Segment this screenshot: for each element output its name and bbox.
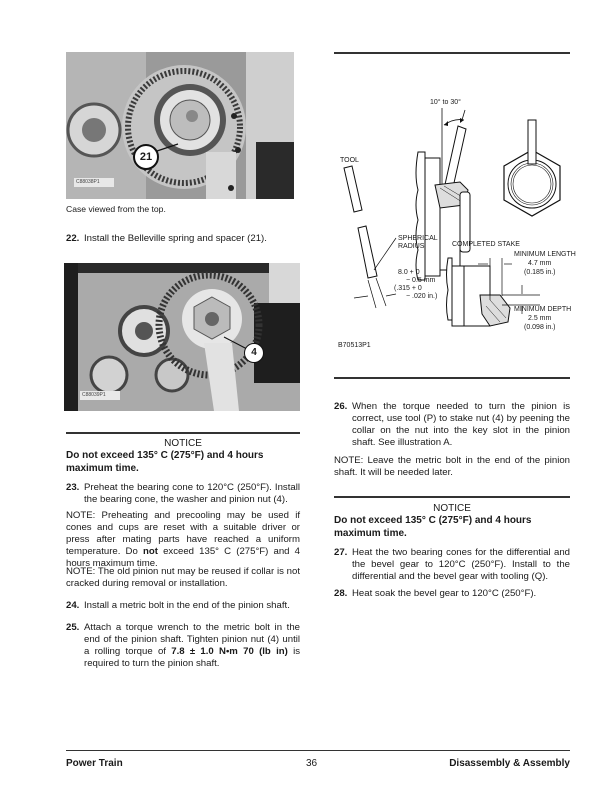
footer-rule [66,750,570,751]
step-25-torque: 7.8 ± 1.0 N•m 70 (lb in) [171,646,288,657]
footer-page-number: 36 [306,758,318,769]
note-3-text: Leave the metric bolt in the end of the pinion shaft. It will be needed later. [334,455,570,478]
step-26-number: 26. [334,401,348,412]
step-22-text: Install the Belleville spring and spacer (21). [84,233,267,244]
note-1-text-a: Preheating and precooling may be used if cones and cups are reset with a suitable driver or press after mating parts have reached a uniform temperature. Do [66,510,300,557]
step-23 [66,482,300,506]
dim-in-1: (.315 + 0 [394,285,422,292]
diagram-bottom-rule [334,377,570,379]
photo-code-2: C88039P1 [82,392,106,398]
note-1-label: NOTE: [66,510,96,521]
notice-1-title: NOTICE [164,438,202,449]
figure-1-caption: Case viewed from the top. [66,204,166,214]
note-1-text-b: exceed 135° C (275°F) and 4 hours maximum time. [66,546,300,569]
step-27-number: 27. [334,547,348,558]
dim-mm-1: 8.0 + 0 [398,269,420,276]
min-depth-mm: 2.5 mm [528,315,552,322]
notice-1-text: Do not exceed 135° C (275°F) and 4 hours maximum time. [66,450,264,474]
callout-4 [244,343,264,363]
tool-label: TOOL [340,157,359,164]
step-25-number: 25. [66,622,80,633]
note-3-label: NOTE: [334,455,364,466]
step-24-number: 24. [66,600,80,611]
stake-diagram [330,90,580,340]
notice-2-title: NOTICE [433,503,471,514]
step-28-text: Heat soak the bevel gear to 120°C (250°F). [352,588,537,599]
photo-pinion-nut [64,263,300,411]
step-26-text: When the torque needed to turn the pinion is correct, use tool (P) to stake nut (4) by peening the collar on the nut into the key slot in the pinion shaft. See illustration A. [352,401,570,448]
step-25 [66,622,300,670]
step-23-text: Preheat the bearing cone to 120°C (250°F). Install the bearing cone, the washer and pinion nut (4). [84,482,300,505]
note-old-pinion-nut [66,566,300,590]
min-depth-in: (0.098 in.) [524,324,556,331]
note-2-text: The old pinion nut may be reused if collar is not cracked during removal or installation. [66,566,300,589]
min-length-in: (0.185 in.) [524,269,556,276]
diagram-top-rule [334,52,570,54]
footer-chapter: Disassembly & Assembly [449,758,570,769]
notice-2-text: Do not exceed 135° C (275°F) and 4 hours maximum time. [334,515,532,539]
photo-case-top-view [66,52,294,199]
step-24 [66,600,300,612]
spherical-label: SPHERICAL [398,235,438,242]
step-25-text-a: Attach a torque wrench to the metric bolt in the end of the pinion shaft. Tighten pinion nut (4) until a rolling torque of [84,622,300,657]
step-26 [334,401,570,449]
step-25-text-b: is required to turn the pinion shaft. [84,646,301,669]
angle-label: 10° to 30° [430,99,461,106]
dim-mm-2: − 0.5 mm [406,277,436,284]
step-22 [66,233,300,245]
dim-in-2: − .020 in.) [406,293,438,300]
step-22-number: 22. [66,233,80,244]
step-24-text: Install a metric bolt in the end of the pinion shaft. [84,600,290,611]
diagram-code: B70513P1 [338,342,371,349]
step-23-number: 23. [66,482,80,493]
callout-21-label: 21 [139,151,153,163]
notice-2-rule [334,496,570,498]
step-25-text [66,622,300,670]
photo-code-1: C88038P1 [76,179,100,185]
step-27 [334,547,570,583]
callout-4-label: 4 [251,347,257,358]
note-1-bold: not [142,546,158,557]
note-preheating [66,510,300,570]
completed-stake-label: COMPLETED STAKE [452,241,520,248]
callout-21 [133,144,159,170]
step-27-text: Heat the two bearing cones for the differential and the bevel gear to 120°C (250°F). Install to the differential and the bevel gear with tooling (Q). [352,547,570,582]
note-leave-bolt [334,455,570,479]
min-length-mm: 4.7 mm [528,260,552,267]
notice-1-rule [66,432,300,434]
step-28-number: 28. [334,588,348,599]
radius-label: RADIUS [398,243,425,250]
step-28 [334,588,570,600]
note-2-label: NOTE: [66,566,96,577]
footer-section: Power Train [66,758,123,769]
min-depth-label: MINIMUM DEPTH [514,306,572,313]
min-length-label: MINIMUM LENGTH [514,251,576,258]
